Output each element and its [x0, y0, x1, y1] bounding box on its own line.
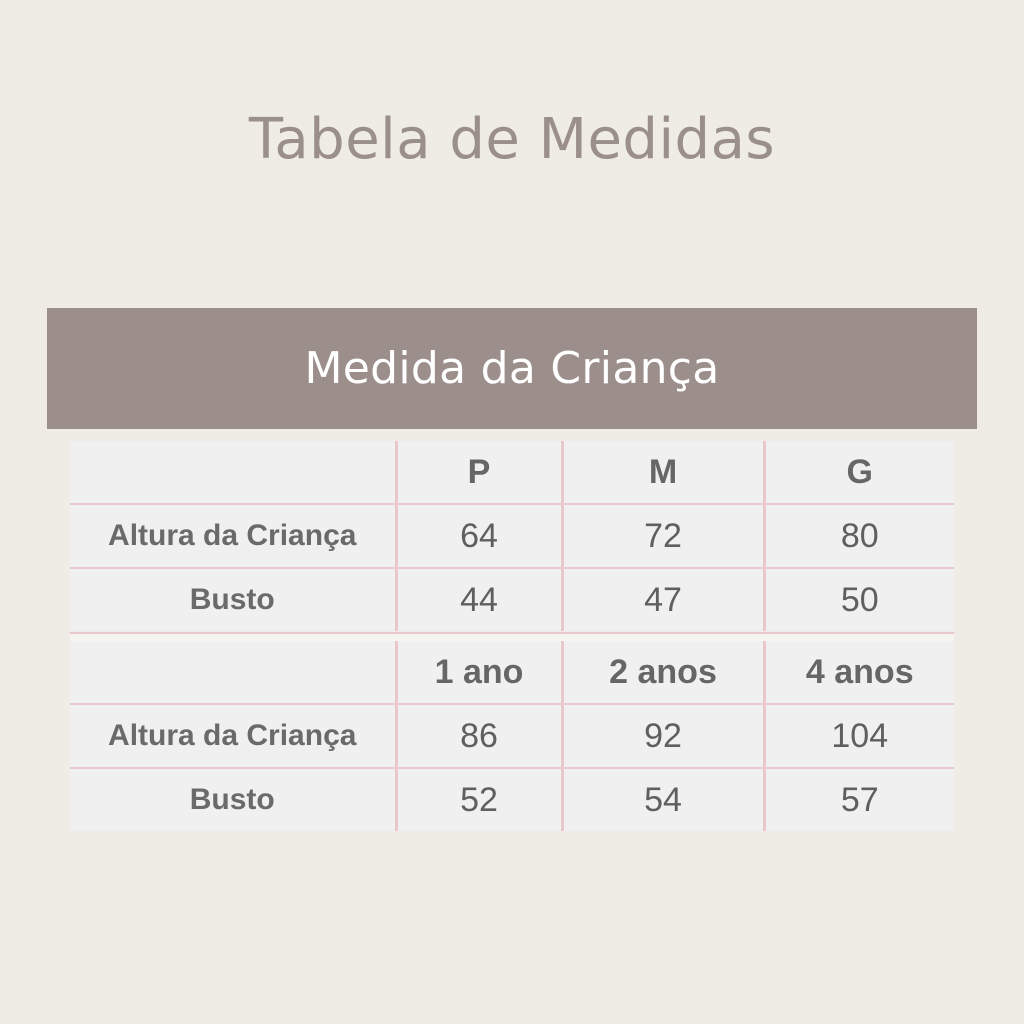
table-header-row	[70, 441, 954, 504]
row-label-altura: Altura da Criança	[70, 504, 396, 568]
table-row	[70, 568, 954, 631]
table-cell: 80	[764, 504, 954, 568]
table-cell: 57	[840, 780, 879, 819]
header-size-p: P	[396, 441, 562, 504]
table-row	[70, 504, 954, 568]
size-table-ages	[70, 641, 954, 831]
banner-label: Medida da Criança	[304, 343, 720, 394]
header-size-m: M	[562, 441, 764, 504]
page-title: Tabela de Medidas	[248, 107, 776, 172]
table-cell: 64	[396, 504, 562, 568]
table-cell: 44	[396, 568, 562, 631]
header-age-1: 1 ano	[396, 641, 562, 704]
row-label-altura: Altura da Criança	[70, 704, 396, 768]
table-cell: 86	[396, 704, 562, 768]
table-cell: 52	[396, 768, 562, 831]
header-empty-cell	[70, 641, 396, 704]
row-label-busto: Busto	[70, 768, 396, 831]
table-cell: 47	[562, 568, 764, 631]
table-row	[70, 704, 954, 768]
table-cell: 50	[840, 580, 879, 619]
table-cell: 92	[562, 704, 764, 768]
table-header-row	[70, 641, 954, 704]
row-label-busto: Busto	[70, 568, 396, 631]
header-age-4: 4 anos	[764, 641, 954, 704]
table-row	[70, 768, 954, 831]
table-cell: 72	[562, 504, 764, 568]
table-cell: 54	[562, 768, 764, 831]
header-age-2: 2 anos	[562, 641, 764, 704]
size-table-letters	[70, 441, 954, 631]
header-size-g: G	[764, 441, 954, 504]
section-banner	[47, 308, 977, 429]
table-cell: 104	[764, 704, 954, 768]
header-empty-cell	[70, 441, 396, 504]
